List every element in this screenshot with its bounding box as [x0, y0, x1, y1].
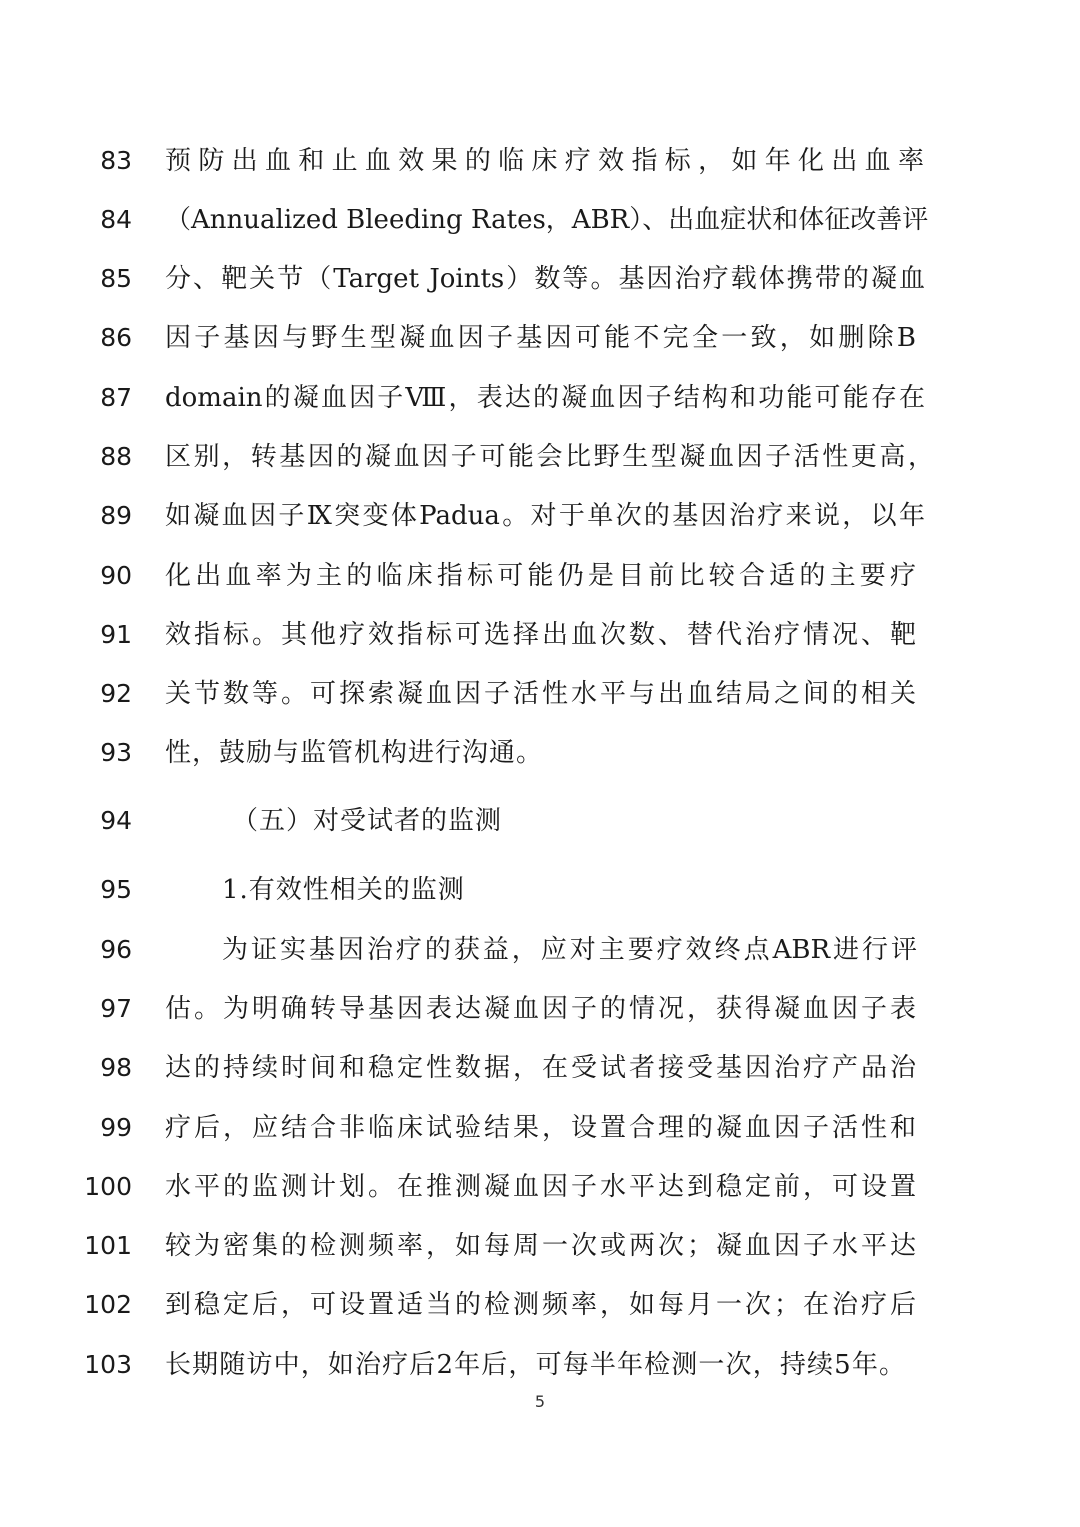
line-number: 96: [100, 935, 132, 964]
text-line: [0, 318, 1080, 358]
line-text: 性，鼓励与监管机构进行沟通。: [165, 738, 544, 768]
line-text: 区别，转基因的凝血因子可能会比野生型凝血因子活性更高，: [165, 442, 935, 472]
text-line: [0, 141, 1080, 181]
text-line: [0, 1285, 1080, 1325]
line-text: 如凝血因子Ⅸ突变体Padua。对于单次的基因治疗来说，以年: [165, 501, 925, 531]
line-number: 85: [100, 264, 132, 293]
line-number: 86: [100, 323, 132, 352]
line-text: 效指标。其他疗效指标可选择出血次数、替代治疗情况、靶: [165, 620, 917, 650]
text-line: [0, 1048, 1080, 1088]
line-text: 因子基因与野生型凝血因子基因可能不完全一致，如删除B: [165, 323, 917, 353]
line-number: 91: [100, 620, 132, 649]
text-line: [0, 930, 1080, 970]
line-number: 102: [84, 1290, 132, 1319]
line-number: 89: [100, 501, 132, 530]
section-heading-line: [0, 801, 1080, 841]
text-line: [0, 615, 1080, 655]
line-number: 100: [84, 1172, 132, 1201]
subsection-heading-line: [0, 870, 1080, 910]
line-text: 到稳定后，可设置适当的检测频率，如每月一次；在治疗后: [165, 1290, 917, 1320]
line-text: 长期随访中，如治疗后2年后，可每半年检测一次，持续5年。: [165, 1350, 905, 1380]
text-line: [0, 437, 1080, 477]
text-line: [0, 378, 1080, 418]
line-number: 95: [100, 875, 132, 904]
line-text: 较为密集的检测频率，如每周一次或两次；凝血因子水平达: [165, 1231, 917, 1261]
line-text: 关节数等。可探索凝血因子活性水平与出血结局之间的相关: [165, 679, 917, 709]
line-number: 94: [100, 806, 132, 835]
line-number: 103: [84, 1350, 132, 1379]
line-text: 预防出血和止血效果的临床疗效指标，如年化出血率: [165, 146, 925, 176]
line-number: 101: [84, 1231, 132, 1260]
line-text: 疗后，应结合非临床试验结果，设置合理的凝血因子活性和: [165, 1113, 917, 1143]
line-number: 84: [100, 205, 132, 234]
text-line: [0, 674, 1080, 714]
line-text: 达的持续时间和稳定性数据，在受试者接受基因治疗产品治: [165, 1053, 917, 1083]
text-line: [0, 1345, 1080, 1385]
text-line: [0, 1226, 1080, 1266]
line-number: 83: [100, 146, 132, 175]
line-text: 估。为明确转导基因表达凝血因子的情况，获得凝血因子表: [165, 994, 917, 1024]
subsection-heading: 1.有效性相关的监测: [222, 875, 465, 905]
line-text: 分、靶关节（Target Joints）数等。基因治疗载体携带的凝血: [165, 264, 925, 294]
line-number: 99: [100, 1113, 132, 1142]
page-number: 5: [534, 1392, 546, 1411]
text-line: [0, 496, 1080, 536]
text-line: [0, 556, 1080, 596]
line-number: 98: [100, 1053, 132, 1082]
section-heading: （五）对受试者的监测: [232, 806, 503, 836]
line-text: （Annualized Bleeding Rates，ABR）、出血症状和体征改善评: [165, 205, 929, 235]
line-number: 97: [100, 994, 132, 1023]
line-text: 化出血率为主的临床指标可能仍是目前比较合适的主要疗: [165, 561, 917, 591]
line-number: 90: [100, 561, 132, 590]
line-text: 水平的监测计划。在推测凝血因子水平达到稳定前，可设置: [165, 1172, 917, 1202]
text-line: [0, 1167, 1080, 1207]
text-line: [0, 733, 1080, 773]
line-text: 为证实基因治疗的获益，应对主要疗效终点ABR进行评: [222, 935, 917, 965]
line-number: 87: [100, 383, 132, 412]
text-line: [0, 200, 1080, 240]
line-text: domain的凝血因子Ⅷ，表达的凝血因子结构和功能可能存在: [165, 383, 925, 413]
text-line: [0, 259, 1080, 299]
text-line: [0, 989, 1080, 1029]
text-line: [0, 1108, 1080, 1148]
line-number: 88: [100, 442, 132, 471]
line-number: 92: [100, 679, 132, 708]
line-number: 93: [100, 738, 132, 767]
